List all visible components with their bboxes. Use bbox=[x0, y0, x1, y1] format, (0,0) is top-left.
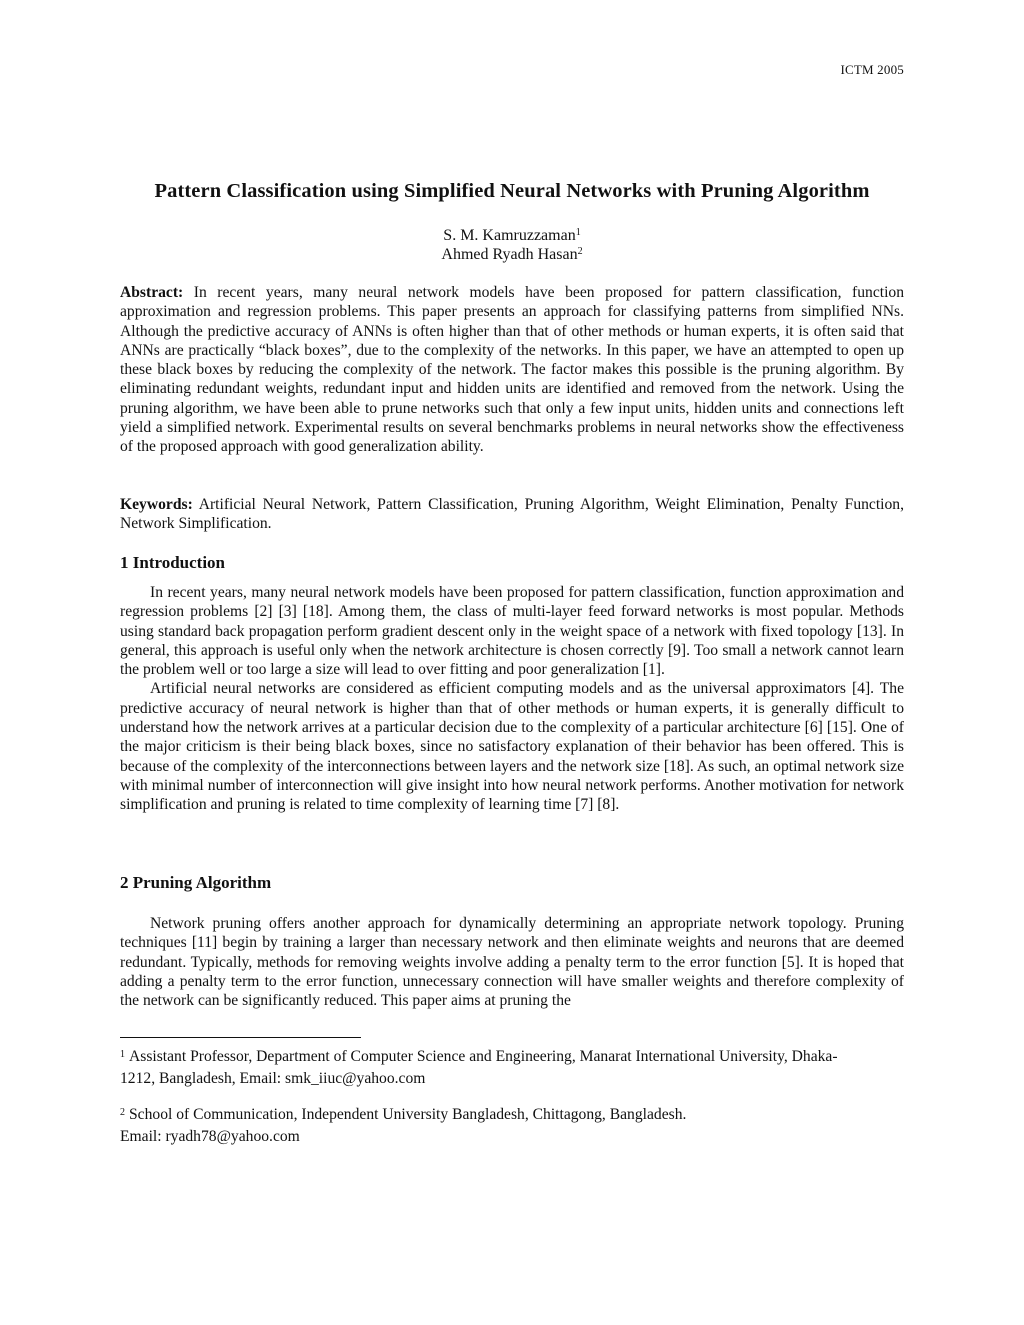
author-name: Ahmed Ryadh Hasan bbox=[441, 246, 578, 263]
keywords-text: Artificial Neural Network, Pattern Classification, Pruning Algorithm, Weight Elimination, Penalty Function, Network Simplification. bbox=[120, 496, 904, 533]
footnote-mark: 1 bbox=[120, 1049, 125, 1060]
footnote-1 bbox=[120, 1046, 910, 1089]
paragraph: Network pruning offers another approach for dynamically determining an appropriate network topology. Pruning techniques [11] begin by training a larger than necessary network and then eliminate weights and neurons that are deemed redundant. Typically, methods for removing weights involve adding a penalty term to the error function [5]. It is hoped that adding a penalty term to the error function, unnecessary connection will have smaller weights and therefore complexity of the network can be significantly reduced. This paper aims at pruning the bbox=[120, 915, 904, 1010]
introduction-body bbox=[120, 583, 904, 815]
abstract bbox=[120, 283, 904, 457]
author-1 bbox=[0, 226, 1024, 245]
footnote-text: 1212, Bangladesh, Email: smk_iiuc@yahoo.com bbox=[120, 1069, 426, 1087]
abstract-text: In recent years, many neural network models have been proposed for pattern classification, function approximation and regression problems. This paper presents an approach for classifying patterns from simplified NNs. Although the predictive accuracy of ANNs is often higher than that of other methods or human experts, it is often said that ANNs are practically “black boxes”, due to the complexity of the networks. In this paper, we have an attempted to open up these black boxes by reducing the complexity of the network. The factor makes this possible is the pruning algorithm. By eliminating redundant weights, redundant input and hidden units are identified and removed from the network. Using the pruning algorithm, we have been able to prune networks such that only a few input units, hidden units and connections left yield a simplified network. Experimental results on several benchmarks problems in neural networks show the effectiveness of the proposed approach with good generalization ability. bbox=[120, 284, 904, 456]
keywords-label: Keywords: bbox=[120, 496, 193, 513]
footnote-text: Email: ryadh78@yahoo.com bbox=[120, 1127, 300, 1145]
section-heading-pruning-algorithm: 2 Pruning Algorithm bbox=[120, 873, 272, 892]
author-footnote-mark: 1 bbox=[575, 227, 581, 238]
running-head: ICTM 2005 bbox=[840, 62, 904, 77]
paragraph: In recent years, many neural network models have been proposed for pattern classification, function approximation and regression problems [2] [3] [18]. Among them, the class of multi-layer feed forward networks is most popular. Methods using standard back propagation perform gradient descent only in the weight space of a network with fixed topology [13]. In general, this approach is useful only when the network architecture is chosen correctly [9]. Too small a network cannot learn the problem well or too large a size will lead to over fitting and poor generalization [1]. bbox=[120, 584, 904, 679]
paper-title: Pattern Classification using Simplified Neural Networks with Pruning Algorithm bbox=[154, 180, 870, 202]
abstract-label: Abstract: bbox=[120, 284, 184, 301]
author-block bbox=[0, 226, 1024, 264]
keywords bbox=[120, 495, 904, 534]
footnote-2 bbox=[120, 1104, 910, 1147]
author-2 bbox=[0, 245, 1024, 264]
author-footnote-mark: 2 bbox=[577, 246, 583, 257]
section-heading-introduction: 1 Introduction bbox=[120, 553, 226, 572]
author-name: S. M. Kamruzzaman bbox=[443, 227, 576, 244]
paragraph: Artificial neural networks are considered as efficient computing models and as the universal approximators [4]. The predictive accuracy of neural network is higher than that of other methods or human experts, it is generally difficult to understand how the network arrives at a particular decision due to the complexity of a particular architecture [6] [15]. One of the major criticism is their being black boxes, since no satisfactory explanation of their behavior has been offered. This is because of the complexity of the interconnections between layers and the network size [18]. As such, an optimal network size with minimal number of interconnection will give insight into how neural network performs. Another motivation for network simplification and pruning is related to time complexity of learning time [7] [8]. bbox=[120, 680, 904, 814]
footnote-separator bbox=[120, 1037, 361, 1038]
footnote-mark: 2 bbox=[120, 1107, 125, 1118]
pruning-body bbox=[120, 914, 904, 1010]
footnote-text: Assistant Professor, Department of Computer Science and Engineering, Manarat International University, Dhaka- bbox=[129, 1048, 838, 1065]
footnote-text: School of Communication, Independent University Bangladesh, Chittagong, Bangladesh. bbox=[129, 1106, 687, 1123]
